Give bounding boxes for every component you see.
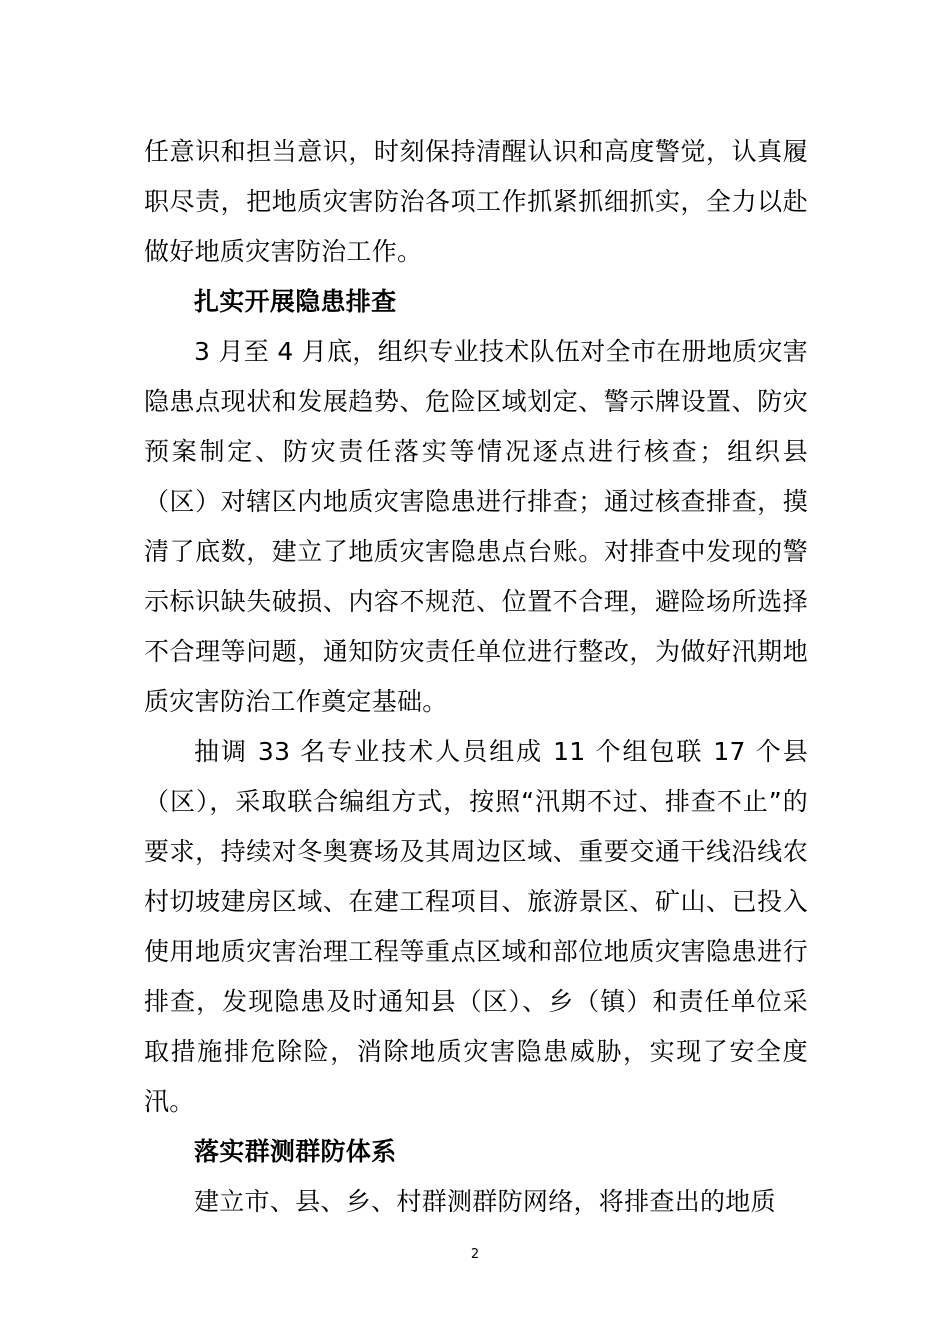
paragraph-1: 任意识和担当意识，时刻保持清醒认识和高度警觉，认真履职尽责，把地质灾害防治各项工作抓紧抓细抓实，全力以赴做好地质灾害防治工作。 (144, 137, 808, 266)
document-body (144, 127, 808, 1227)
paragraph-4: 建立市、县、乡、村群测群防网络，将排查出的地质 (194, 1187, 776, 1216)
section-heading-mass-monitoring: 落实群测群防体系 (194, 1137, 397, 1166)
paragraph-3: 抽调 33 名专业技术人员组成 11 个组包联 17 个县（区），采取联合编组方式，按照“汛期不过、排查不止”的要求，持续对冬奥赛场及其周边区域、重要交通干线沿线农村切坡建房区域、在建工程项目、旅游景区、矿山、已投入使用地质灾害治理工程等重点区域和部位地质灾害隐患进行排查，发现隐患及时通知县（区）、乡（镇）和责任单位采取措施排危除险，消除地质灾害隐患威胁，实现了安全度汛。 (144, 737, 808, 1116)
page-number: 2 (470, 1247, 480, 1262)
section-heading-hazard-survey: 扎实开展隐患排查 (194, 287, 397, 316)
paragraph-2: 3 月至 4 月底，组织专业技术队伍对全市在册地质灾害隐患点现状和发展趋势、危险区域划定、警示牌设置、防灾预案制定、防灾责任落实等情况逐点进行核查；组织县（区）对辖区内地质灾害隐患进行排查；通过核查排查，摸清了底数，建立了地质灾害隐患点台账。对排查中发现的警示标识缺失破损、内容不规范、位置不合理，避险场所选择不合理等问题，通知防灾责任单位进行整改，为做好汛期地质灾害防治工作奠定基础。 (144, 337, 808, 716)
